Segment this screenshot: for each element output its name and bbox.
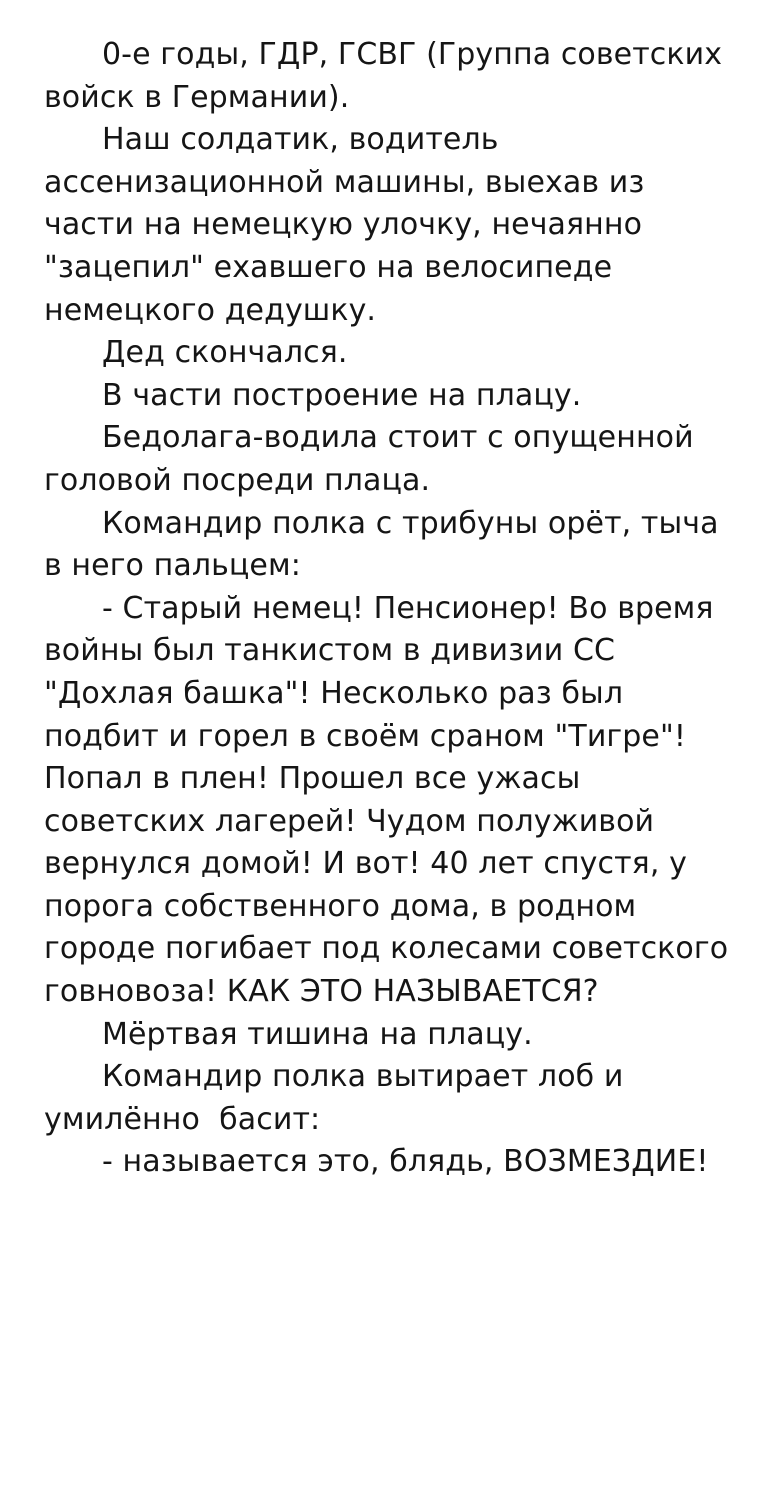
paragraph: Наш солдатик, водитель ассенизационной машины, выехав из части на немецкую улочку, нечаянно "зацепил" ехавшего на велосипеде немецкого дедушку.	[44, 122, 655, 328]
story-text-body	[44, 34, 739, 1184]
paragraph: В части построение на плацу.	[102, 377, 582, 413]
paragraph: Командир полка вытирает лоб и умилённо басит:	[44, 1059, 634, 1137]
paragraph: - называется это, блядь, ВОЗМЕЗДИЕ!	[102, 1144, 709, 1180]
paragraph: - Старый немец! Пенсионер! Во время войны был танкистом в дивизии СС "Дохлая башка"! Несколько раз был подбит и горел в своём сраном "Тигре"! Попал в плен! Прошел все ужасы советских лагерей! Чудом полуживой вернулся домой! И вот! 40 лет спустя, у порога собственного дома, в родном городе погибает под колесами советского говновоза! КАК ЭТО НАЗЫВАЕТСЯ?	[44, 590, 738, 1010]
paragraph: 0-е годы, ГДР, ГСВГ (Группа советских войск в Германии).	[44, 37, 732, 115]
paragraph: Дед скончался.	[102, 335, 348, 371]
paragraph: Бедолага-водила стоит с опущенной головой посреди плаца.	[44, 420, 704, 498]
paragraph: Командир полка с трибуны орёт, тыча в него пальцем:	[44, 505, 729, 584]
paragraph: Мёртвая тишина на плацу.	[102, 1016, 533, 1052]
